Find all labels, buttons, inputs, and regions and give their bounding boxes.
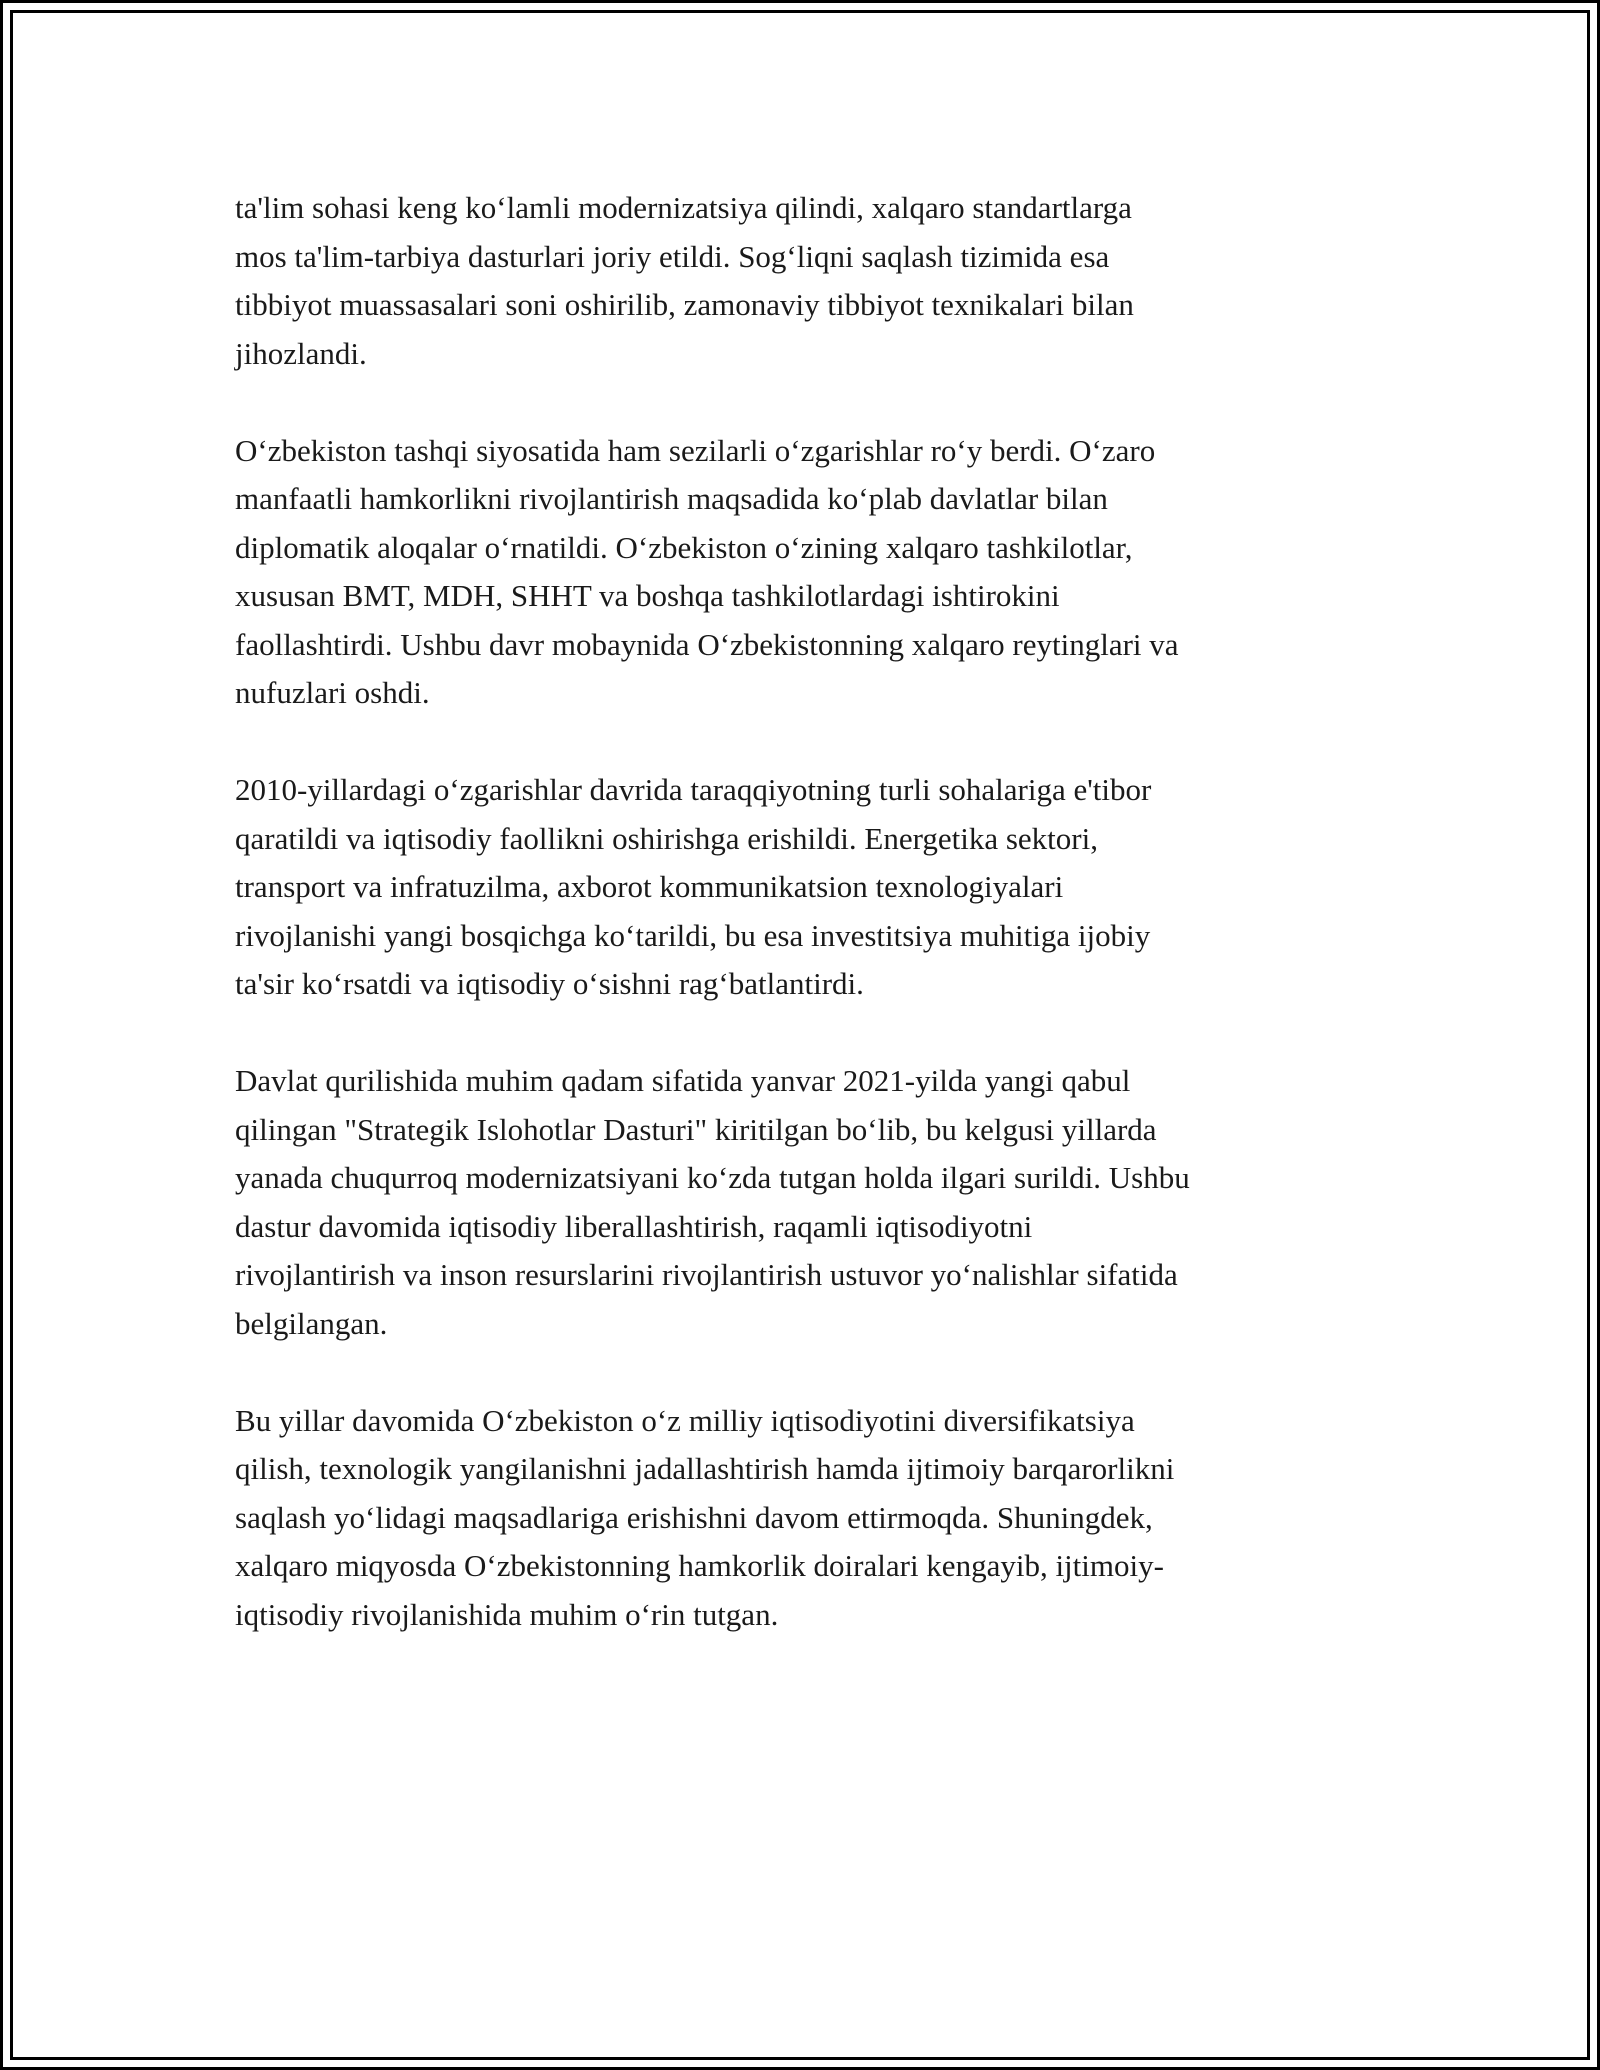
text-line: manfaatli hamkorlikni rivojlantirish maqsadida koʻplab davlatlar bilan <box>235 481 1108 516</box>
text-line: qilish, texnologik yangilanishni jadallashtirish hamda ijtimoiy barqarorlikni <box>235 1451 1175 1486</box>
text-line: rivojlanishi yangi bosqichga koʻtarildi, bu esa investitsiya muhitiga ijobiy <box>235 917 1151 953</box>
text-line: ta'lim sohasi keng koʻlamli modernizatsiya qilindi, xalqaro standartlarga <box>235 190 1132 225</box>
text-line: diplomatik aloqalar oʻrnatildi. Oʻzbekiston oʻzining xalqaro tashkilotlar, <box>235 529 1133 565</box>
text-line: mos ta'lim-tarbiya dasturlari joriy etildi. Sogʻliqni saqlash tizimida esa <box>235 238 1110 274</box>
text-line: yanada chuqurroq modernizatsiyani koʻzda tutgan holda ilgari surildi. Ushbu <box>235 1160 1190 1195</box>
text-line: belgilangan. <box>235 1305 388 1341</box>
paragraph-2 <box>235 427 1375 718</box>
text-line: 2010-yillardagi oʻzgarishlar davrida taraqqiyotning turli sohalariga e'tibor <box>235 772 1152 807</box>
text-line: tibbiyot muassasalari soni oshirilib, zamonaviy tibbiyot texnikalari bilan <box>235 287 1134 322</box>
paragraph-3 <box>235 766 1375 1009</box>
text-line: rivojlantirish va inson resurslarini rivojlantirish ustuvor yoʻnalishlar sifatida <box>235 1257 1178 1292</box>
text-line: transport va infratuzilma, axborot kommunikatsion texnologiyalari <box>235 869 1064 904</box>
text-line: Davlat qurilishida muhim qadam sifatida yanvar 2021-yilda yangi qabul <box>235 1063 1131 1098</box>
text-line: Oʻzbekiston tashqi siyosatida ham sezilarli oʻzgarishlar roʻy berdi. Oʻzaro <box>235 432 1156 468</box>
document-body <box>235 184 1375 1688</box>
text-line: saqlash yoʻlidagi maqsadlariga erishishni davom ettirmoqda. Shuningdek, <box>235 1499 1153 1535</box>
text-line: jihozlandi. <box>235 335 367 371</box>
text-line: qilingan "Strategik Islohotlar Dasturi" kiritilgan boʻlib, bu kelgusi yillarda <box>235 1111 1157 1147</box>
text-line: nufuzlari oshdi. <box>235 675 430 710</box>
text-line: iqtisodiy rivojlanishida muhim oʻrin tutgan. <box>235 1596 779 1632</box>
text-line: qaratildi va iqtisodiy faollikni oshirishga erishildi. Energetika sektori, <box>235 820 1098 856</box>
paragraph-4 <box>235 1057 1375 1348</box>
paragraph-5 <box>235 1397 1375 1640</box>
text-line: xususan BMT, MDH, SHHT va boshqa tashkilotlardagi ishtirokini <box>235 578 1060 613</box>
text-line: faollashtirdi. Ushbu davr mobaynida Oʻzbekistonning xalqaro reytinglari va <box>235 626 1179 662</box>
text-line: dastur davomida iqtisodiy liberallashtirish, raqamli iqtisodiyotni <box>235 1208 1033 1244</box>
text-line: xalqaro miqyosda Oʻzbekistonning hamkorlik doiralari kengayib, ijtimoiy- <box>235 1548 1164 1583</box>
text-line: ta'sir koʻrsatdi va iqtisodiy oʻsishni ragʻbatlantirdi. <box>235 966 864 1001</box>
paragraph-1 <box>235 184 1375 378</box>
text-line: Bu yillar davomida Oʻzbekiston oʻz milliy iqtisodiyotini diversifikatsiya <box>235 1402 1135 1438</box>
